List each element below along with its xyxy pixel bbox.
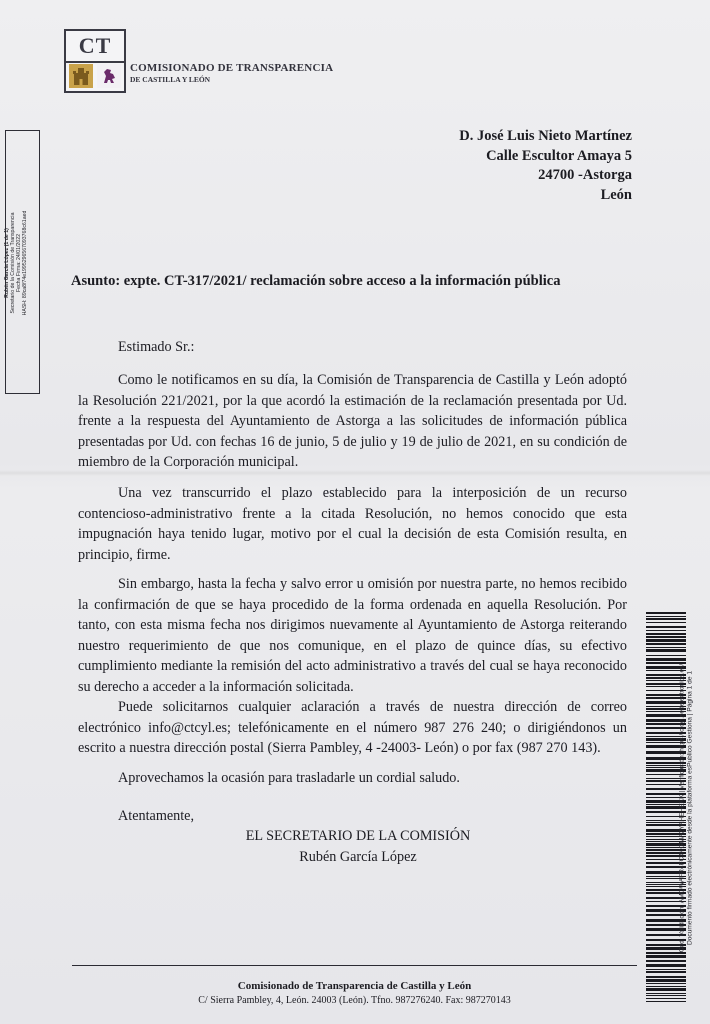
paragraph-3: Sin embargo, hasta la fecha y salvo error u omisión por nuestra parte, no hemos recibido la confirmación de que se haya procedido de la forma ordenada en aquella Resolución. Por tanto, con esta misma fecha nos dirigimos nuevamente al Ayuntamiento de Astorga reiterando nuestro requerimiento de que nos comunique, en el plazo de quince días, su efectivo cumplimiento mediante la remisión del acto administrativo a través del cual se haya reconocido su derecho a acceder a la información solicitada. bbox=[78, 576, 627, 695]
ct-logo bbox=[64, 29, 126, 93]
recipient-name: D. José Luis Nieto Martínez bbox=[459, 128, 632, 144]
lion-icon bbox=[97, 64, 121, 88]
paragraph-5: Aprovechamos la ocasión para trasladarle un cordial saludo. bbox=[118, 770, 460, 786]
stamp-hash: HASH: 89ca8f74e1995296567093768c61aed bbox=[22, 210, 28, 316]
recipient-city: 24700 -Astorga bbox=[538, 167, 632, 183]
logo-initials: CT bbox=[78, 33, 112, 58]
footer-divider bbox=[72, 965, 637, 966]
signature-name: Rubén García López bbox=[299, 849, 417, 865]
footer-contact: C/ Sierra Pambley, 4, León. 24003 (León). Tfno. 987276240. Fax: 987270143 bbox=[198, 995, 511, 1006]
logo-subtitle: DE CASTILLA Y LEÓN bbox=[130, 75, 211, 84]
stamp-signer: Rubén García López (1 de 1) bbox=[4, 228, 10, 298]
footer-org: Comisionado de Transparencia de Castilla y León bbox=[237, 980, 472, 992]
recipient-street: Calle Escultor Amaya 5 bbox=[486, 147, 632, 164]
closing: Atentamente, bbox=[118, 808, 195, 824]
stamp-date: Fecha Firma: 24/01/2022 bbox=[16, 234, 22, 292]
signature-role: EL SECRETARIO DE LA COMISIÓN bbox=[245, 828, 471, 844]
recipient-address bbox=[380, 127, 632, 205]
subject-line: Asunto: expte. CT-317/2021/ reclamación sobre acceso a la información pública bbox=[71, 273, 561, 289]
logo-title: COMISIONADO DE TRANSPARENCIA bbox=[130, 62, 334, 74]
paragraph-1: Como le notificamos en su día, la Comisión de Transparencia de Castilla y León adoptó la Resolución 221/2021, por la que acordó la estimación de la reclamación presentada por Ud. frente a la respuesta del Ayuntamiento de Astorga a las solicitudes de información pública presentadas por Ud. con fechas 16 de junio, 5 de julio y 19 de julio de 2021, en su condición de miembro de la Corporación municipal. bbox=[78, 372, 627, 470]
verification-platform: Documento firmado electrónicamente desde la plataforma esPublico Gestiona | Página 1 de 1 bbox=[686, 670, 693, 946]
verification-text bbox=[679, 613, 694, 1003]
paragraph-2: Una vez transcurrido el plazo establecido para la interposición de un recurso contencioso-administrativo frente a la citada Resolución, no hemos conocido que esta impugnación haya tenido lugar, motivo por el cual la decisión de esta Comisión resulta, en principio, firme. bbox=[78, 485, 627, 563]
greeting: Estimado Sr.: bbox=[118, 339, 195, 355]
castle-icon bbox=[69, 64, 93, 88]
paragraph-4: Puede solicitarnos cualquier aclaración a través de nuestra dirección de correo electrónico info@ctcyl.es; telefónicamente en el número 987 276 240; o dirigiéndonos un escrito a nuestra dirección postal (Sierra Pambley, 4 -24003- León) o por fax (987 270 143). bbox=[78, 699, 627, 756]
stamp-role: Secretario de la Comisión de Transparencia bbox=[10, 212, 16, 314]
recipient-province: León bbox=[600, 186, 632, 203]
verification-code: Cód. Validación: AMQWAFR4FC4KGMA2YAHEHEKK | Verificación: https://ctcyl.sedelectronica.es/ bbox=[678, 663, 686, 953]
signature-block bbox=[238, 826, 478, 868]
signature-stamp-text bbox=[4, 138, 28, 388]
